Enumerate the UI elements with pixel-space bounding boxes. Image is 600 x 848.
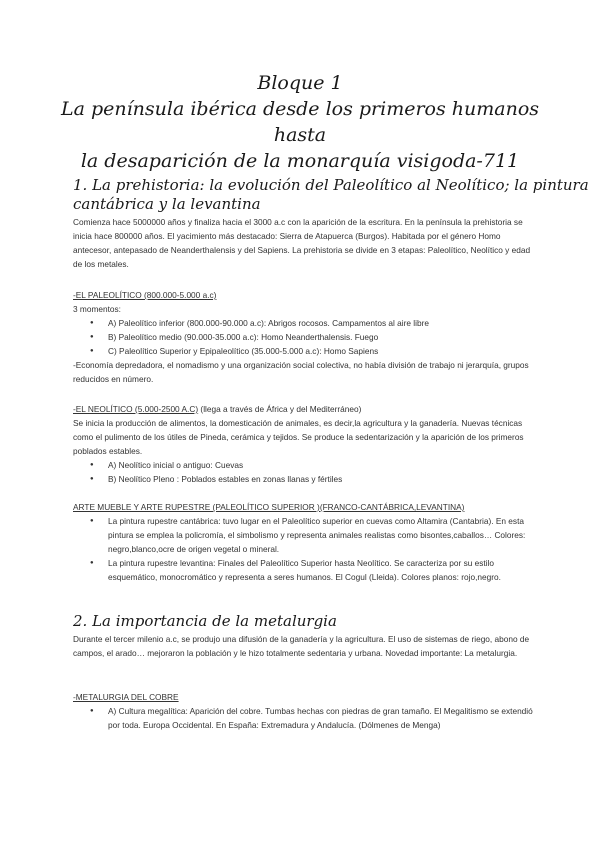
neolitico-heading-label: -EL NEOLÍTICO (5.000-2500 A.C) <box>73 404 199 414</box>
section-1-heading-line-1: 1. La prehistoria: la evolución del Paleolítico al Neolítico; la pintura <box>73 176 589 194</box>
neolitico-text: Se inicia la producción de alimentos, la domesticación de animales, es decir,la agricultura y la ganadería. Nuevas técnicas como el pulimento de los útiles de Pineda, cerámica y tejidos. Se produce la sedentarización y la aparición de los primeros poblados estables. <box>73 418 524 456</box>
section-1-heading <box>73 176 589 214</box>
section-1-intro: Comienza hace 5000000 años y finaliza hacia el 3000 a.c con la aparición de la escritura. En la península la prehistoria se inicia hace 800000 años. El yacimiento más destacado: Sierra de Atapuerca (Burgos). Habitada por el género Homo antecesor, antepasado de Neanderthalensis y del Sapiens. La prehistoria se divide en 3 etapas: Paleolítico, Neolítico y edad de los metales. <box>73 217 531 269</box>
paleolitico-list <box>73 316 533 358</box>
list-item: ● La pintura rupestre cantábrica: tuvo lugar en el Paleolítico superior en cuevas como Altamira (Cantabria). En esta pintura se emplea la policromía, el simbolismo y representa animales realistas como bisontes,caballos… Colores: negro,blanco,ocre de origen vegetal o mineral. <box>73 514 533 556</box>
paleolitico-note: -Economía depredadora, el nomadismo y una organización social colectiva, no había división de trabajo ni jerarquía, grupos reducidos en número. <box>73 360 529 384</box>
neolitico-heading <box>73 402 533 416</box>
document-title <box>40 70 560 174</box>
title-line-3: la desaparición de la monarquía visigoda-711 <box>80 150 520 172</box>
section-1-heading-line-2: cantábrica y la levantina <box>73 195 261 213</box>
list-item: ● A) Neolítico inicial o antiguo: Cuevas <box>73 458 533 472</box>
neolitico-list <box>73 458 533 486</box>
neolitico-heading-note: (llega a través de África y del Mediterráneo) <box>198 404 362 414</box>
cobre-heading: -METALURGIA DEL COBRE <box>73 692 179 702</box>
list-item: ● B) Paleolítico medio (90.000-35.000 a.c): Homo Neanderthalensis. Fuego <box>73 330 533 344</box>
paleolitico-subheading: 3 momentos: <box>73 304 121 314</box>
section-2-text: Durante el tercer milenio a.c, se produjo una difusión de la ganadería y la agricultura. El uso de sistemas de riego, abono de campos, el arado… mejoraron la población y le hizo totalmente sedentaria y urbana. Novedad importante: La metalurgia. <box>73 634 530 658</box>
list-item: ● A) Paleolítico inferior (800.000-90.000 a.c): Abrigos rocosos. Campamentos al aire libre <box>73 316 533 330</box>
list-item: ● La pintura rupestre levantina: Finales del Paleolítico Superior hasta Neolítico. Se caracteriza por su estilo esquemático, monocromático y representa a seres humanos. El Cogul (Lleida). Colores planos: rojo,negro. <box>73 556 533 584</box>
arte-list <box>73 514 533 584</box>
list-item: ● C) Paleolítico Superior y Epipaleolítico (35.000-5.000 a.c): Homo Sapiens <box>73 344 533 358</box>
paleolitico-heading: -EL PALEOLÍTICO (800.000-5.000 a.c) <box>73 290 217 300</box>
title-line-2: La península ibérica desde los primeros humanos hasta <box>60 98 540 146</box>
arte-heading: ARTE MUEBLE Y ARTE RUPESTRE (PALEOLÍTICO SUPERIOR )(FRANCO-CANTÁBRICA,LEVANTINA) <box>73 502 465 512</box>
list-item: ● B) Neolítico Pleno : Poblados estables en zonas llanas y fértiles <box>73 472 533 486</box>
section-2-heading: 2. La importancia de la metalurgia <box>73 612 337 630</box>
title-bloque: Bloque 1 <box>257 72 343 94</box>
cobre-list <box>73 704 533 732</box>
list-item: ● A) Cultura megalítica: Aparición del cobre. Tumbas hechas con piedras de gran tamaño. El Megalitismo se extendió por toda. Europa Occidental. En España: Extremadura y Andalucía. (Dólmenes de Menga) <box>73 704 533 732</box>
